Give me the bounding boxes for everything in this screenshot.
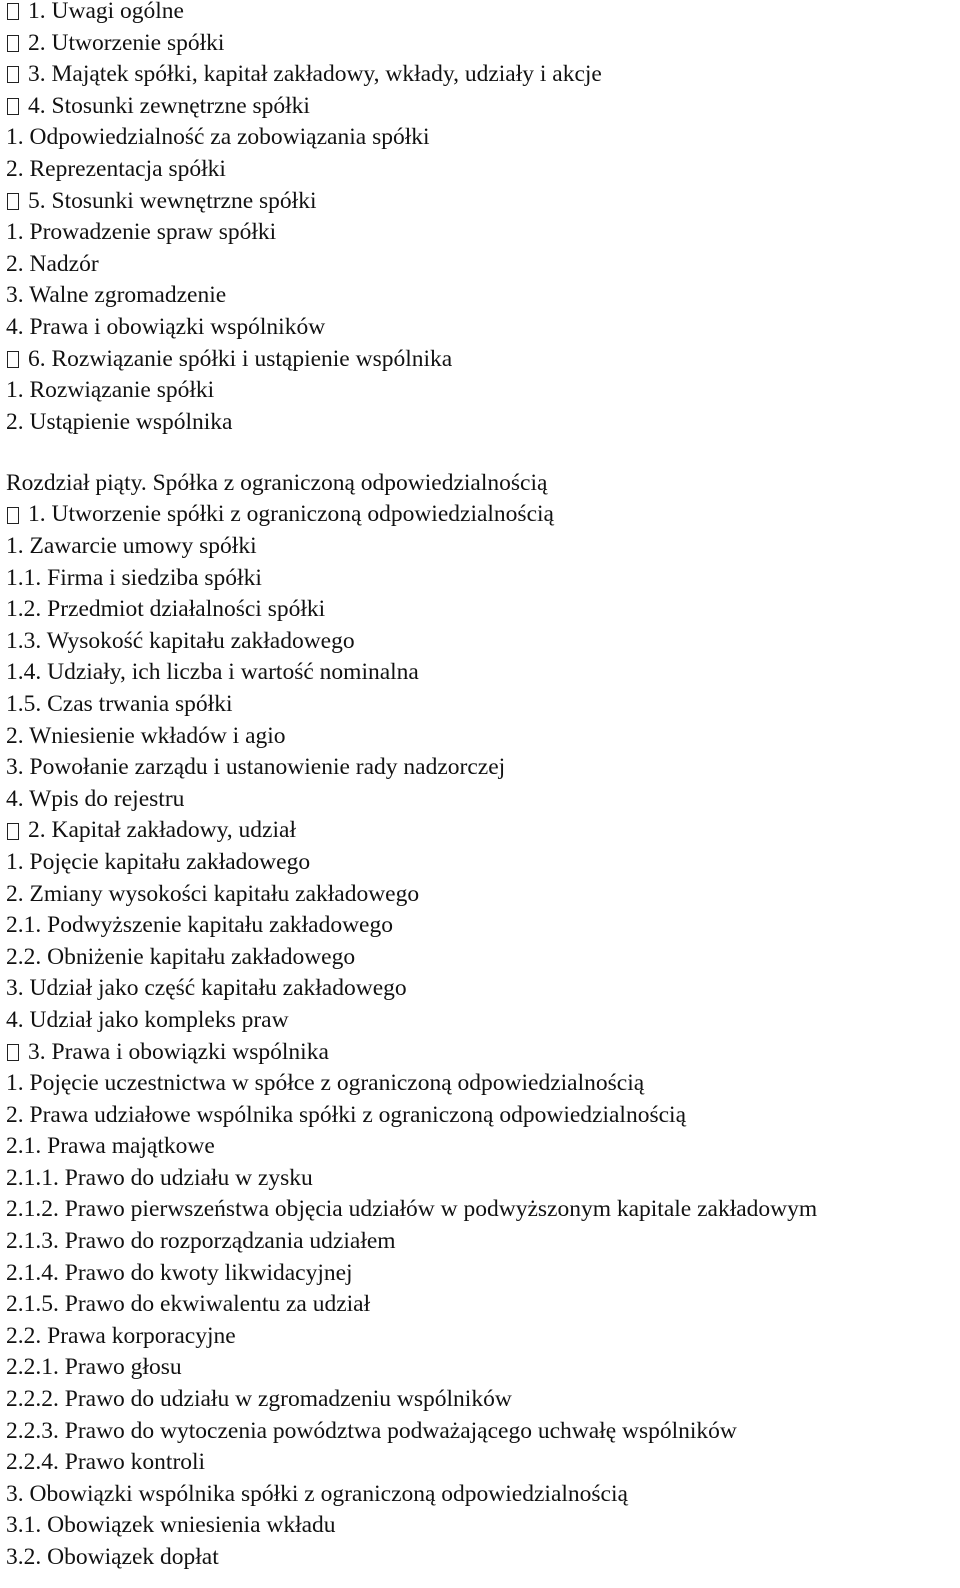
toc-entry-text: 1. Zawarcie umowy spółki (6, 533, 257, 559)
toc-entry-text: 1. Prowadzenie spraw spółki (6, 219, 277, 246)
toc-entry-text: 1.2. Przedmiot działalności spółki (6, 596, 326, 623)
toc-entry-text: 2. Kapitał zakładowy, udział (28, 817, 296, 844)
toc-section-entry (6, 815, 956, 847)
toc-section-entry (6, 1037, 956, 1069)
toc-subsection-entry (6, 1352, 956, 1384)
toc-subsection-entry (6, 1131, 956, 1163)
toc-entry-text: 2. Zmiany wysokości kapitału zakładowego (6, 880, 420, 907)
toc-entry-text: 2. Ustąpienie wspólnika (6, 408, 233, 435)
toc-entry-text: 4. Udział jako kompleks praw (6, 1006, 289, 1033)
toc-subsection-entry (6, 1384, 956, 1416)
toc-subsection-entry (6, 1100, 956, 1132)
toc-entry-text: 5. Stosunki wewnętrzne spółki (28, 187, 317, 214)
checkbox-glyph-icon (7, 66, 19, 83)
toc-entry-text: 1.1. Firma i siedziba spółki (6, 564, 262, 591)
toc-entry-text: 3. Udział jako część kapitału zakładowego (6, 975, 407, 1002)
toc-entry-text: 6. Rozwiązanie spółki i ustąpienie wspólnika (28, 345, 453, 372)
toc-subsection-entry (6, 563, 956, 595)
toc-entry-text: 1. Pojęcie uczestnictwa w spółce z ograniczoną odpowiedzialnością (6, 1070, 645, 1097)
toc-subsection-entry (6, 1258, 956, 1290)
checkbox-glyph-icon (7, 351, 19, 368)
toc-entry-text: 1. Pojęcie kapitału zakładowego (6, 848, 311, 875)
checkbox-glyph-icon (7, 3, 19, 20)
toc-entry-text: 2. Prawa udziałowe wspólnika spółki z ograniczoną odpowiedzialnością (6, 1101, 686, 1128)
toc-subsection-entry (6, 1510, 956, 1542)
toc-entry-text: 2.2.4. Prawo kontroli (6, 1449, 206, 1476)
toc-entry-text: 2. Nadzór (6, 250, 99, 277)
toc-subsection-entry (6, 122, 956, 154)
toc-subsection-entry (6, 1321, 956, 1353)
toc-entry-text: 3. Majątek spółki, kapitał zakładowy, wkłady, udziały i akcje (28, 61, 602, 88)
toc-section-entry (6, 186, 956, 218)
toc-section-entry (6, 28, 956, 60)
toc-subsection-entry (6, 1194, 956, 1226)
toc-subsection-entry (6, 531, 956, 563)
toc-entry-text: 3. Powołanie zarządu i ustanowienie rady nadzorczej (6, 754, 506, 781)
toc-section-entry (6, 91, 956, 123)
toc-subsection-entry (6, 1289, 956, 1321)
toc-subsection-entry (6, 407, 956, 439)
toc-subsection-entry (6, 312, 956, 344)
toc-entry-text: 3.2. Obowiązek dopłat (6, 1544, 219, 1570)
chapter-heading-text: Rozdział piąty. Spółka z ograniczoną odpowiedzialnością (6, 469, 548, 496)
toc-subsection-entry (6, 594, 956, 626)
toc-subsection-entry (6, 1163, 956, 1195)
toc-entry-text: 2.1.2. Prawo pierwszeństwa objęcia udziałów w podwyższonym kapitale zakładowym (6, 1196, 818, 1223)
toc-entry-text: 2.2.1. Prawo głosu (6, 1354, 182, 1381)
toc-entry-text: 1.3. Wysokość kapitału zakładowego (6, 627, 355, 654)
toc-entry-text: 4. Wpis do rejestru (6, 785, 185, 812)
checkbox-glyph-icon (7, 193, 19, 210)
toc-subsection-entry (6, 1447, 956, 1479)
toc-subsection-entry (6, 1068, 956, 1100)
toc-subsection-entry (6, 721, 956, 753)
toc-list-part-2 (6, 499, 956, 1573)
checkbox-glyph-icon (7, 35, 19, 52)
toc-entry-text: 4. Stosunki zewnętrzne spółki (28, 92, 310, 119)
toc-subsection-entry (6, 1479, 956, 1511)
checkbox-glyph-icon (7, 1044, 19, 1061)
toc-entry-text: 2.1. Podwyższenie kapitału zakładowego (6, 912, 393, 939)
toc-entry-text: 2.1.5. Prawo do ekwiwalentu za udział (6, 1291, 371, 1318)
toc-entry-text: 2.1.3. Prawo do rozporządzania udziałem (6, 1228, 396, 1255)
toc-subsection-entry (6, 752, 956, 784)
chapter-heading (6, 468, 956, 500)
toc-entry-text: 1. Utworzenie spółki z ograniczoną odpowiedzialnością (28, 501, 554, 528)
toc-subsection-entry (6, 217, 956, 249)
toc-entry-text: 2.2.2. Prawo do udziału w zgromadzeniu wspólników (6, 1386, 512, 1413)
toc-entry-text: 4. Prawa i obowiązki wspólników (6, 313, 326, 340)
toc-subsection-entry (6, 249, 956, 281)
toc-entry-text: 2.2.3. Prawo do wytoczenia powództwa podważającego uchwałę wspólników (6, 1417, 737, 1444)
toc-subsection-entry (6, 942, 956, 974)
toc-entry-text: 2.1. Prawa majątkowe (6, 1133, 215, 1160)
toc-subsection-entry (6, 375, 956, 407)
toc-subsection-entry (6, 1005, 956, 1037)
checkbox-glyph-icon (7, 507, 19, 524)
toc-entry-text: 2.1.1. Prawo do udziału w zysku (6, 1164, 313, 1191)
toc-subsection-entry (6, 154, 956, 186)
toc-entry-text: 3. Prawa i obowiązki wspólnika (28, 1038, 329, 1065)
toc-entry-text: 3. Walne zgromadzenie (6, 282, 227, 309)
toc-entry-text: 2.2. Prawa korporacyjne (6, 1322, 236, 1349)
toc-entry-text: 2. Utworzenie spółki (28, 29, 225, 56)
toc-subsection-entry (6, 784, 956, 816)
toc-entry-text: 3. Obowiązki wspólnika spółki z ograniczoną odpowiedzialnością (6, 1480, 628, 1507)
toc-entry-text: 2.2. Obniżenie kapitału zakładowego (6, 943, 356, 970)
toc-entry-text: 2.1.4. Prawo do kwoty likwidacyjnej (6, 1259, 353, 1286)
toc-section-entry (6, 0, 956, 28)
toc-subsection-entry (6, 1542, 956, 1574)
toc-subsection-entry (6, 280, 956, 312)
toc-entry-text: 3.1. Obowiązek wniesienia wkładu (6, 1512, 336, 1539)
checkbox-glyph-icon (7, 98, 19, 115)
table-of-contents (6, 0, 956, 1574)
toc-entry-text: 2. Wniesienie wkładów i agio (6, 722, 286, 749)
toc-entry-text: 1.5. Czas trwania spółki (6, 690, 233, 717)
toc-entry-text: 1. Rozwiązanie spółki (6, 377, 215, 404)
toc-subsection-entry (6, 1226, 956, 1258)
toc-subsection-entry (6, 657, 956, 689)
toc-subsection-entry (6, 879, 956, 911)
toc-entry-text: 1.4. Udziały, ich liczba i wartość nominalna (6, 659, 419, 686)
toc-section-entry (6, 344, 956, 376)
toc-entry-text: 1. Odpowiedzialność za zobowiązania spółki (6, 124, 430, 151)
toc-subsection-entry (6, 910, 956, 942)
toc-entry-text: 2. Reprezentacja spółki (6, 155, 226, 182)
toc-section-entry (6, 59, 956, 91)
toc-subsection-entry (6, 626, 956, 658)
toc-section-entry (6, 499, 956, 531)
toc-subsection-entry (6, 973, 956, 1005)
toc-subsection-entry (6, 689, 956, 721)
toc-list-part-1 (6, 0, 956, 438)
toc-entry-text: 1. Uwagi ogólne (28, 0, 184, 24)
checkbox-glyph-icon (7, 823, 19, 840)
toc-subsection-entry (6, 847, 956, 879)
toc-subsection-entry (6, 1416, 956, 1448)
